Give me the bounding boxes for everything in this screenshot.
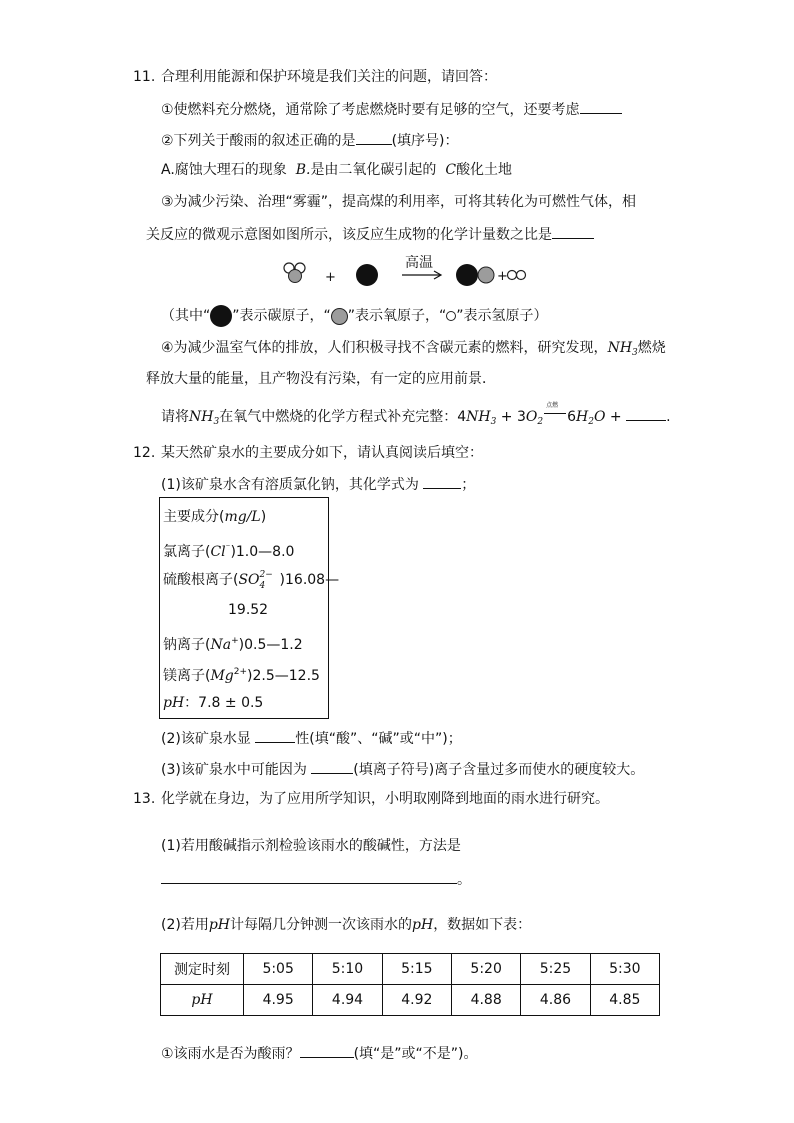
option-c: 酸化土地	[456, 162, 513, 178]
option-c-letter: C	[445, 162, 457, 178]
reaction-diagram	[280, 255, 540, 299]
table-cell: 5:05	[244, 954, 313, 985]
table-header-cell: pH	[161, 985, 244, 1016]
oxygen-atom-icon	[331, 308, 348, 325]
q11-stem: 合理利用能源和保护环境是我们关注的问题，请回答：	[161, 69, 497, 85]
reaction-condition: 高温	[405, 255, 433, 271]
ph-row: pH：7.8 ± 0.5	[163, 695, 264, 711]
q11-part2-hint: (填序号)：	[391, 133, 459, 149]
q13-part1-answer-line	[161, 869, 471, 889]
q12-part1	[161, 474, 475, 494]
equation-end: .	[666, 409, 671, 425]
option-a: A.腐蚀大理石的现象	[161, 162, 287, 178]
answer-blank[interactable]	[300, 1043, 354, 1058]
q11-part2	[161, 130, 459, 150]
q11-part5-prefix: 请将	[161, 409, 189, 425]
table-cell: 5:20	[451, 954, 520, 985]
q12-part2	[161, 728, 462, 748]
q12-part3	[161, 759, 644, 779]
box-title: 主要成分(mg/L)	[163, 509, 267, 525]
q11-number: 11.	[133, 69, 156, 85]
q12-part1-end: ；	[461, 477, 476, 493]
q13-number: 13.	[133, 791, 156, 807]
hydrogen-molecule-icon	[508, 271, 526, 280]
water-molecule-icon	[284, 263, 305, 283]
nh3-subscript: 3	[632, 348, 638, 358]
legend-text-3: ”表示氧原子，“	[347, 308, 447, 324]
nh3-formula: NH	[607, 340, 633, 356]
legend-text-1: （其中“	[161, 308, 211, 324]
table-cell: 5:15	[382, 954, 451, 985]
carbon-atom-icon	[356, 264, 378, 286]
nh3-subscript: 3	[213, 417, 220, 427]
table-cell: 4.86	[521, 985, 590, 1016]
reaction-condition: 点燃	[546, 402, 559, 409]
q11-part1-text: ①使燃料充分燃烧，通常除了考虑燃烧时要有足够的空气，还要考虑	[161, 102, 580, 118]
q13-stem: 化学就在身边，为了应用所学知识，小明取刚降到地面的雨水进行研究。	[161, 791, 609, 807]
q12-part2-text: (2)该矿泉水显	[161, 731, 251, 747]
sulfate-row-cont: 19.52	[228, 602, 269, 618]
q11-options	[161, 161, 512, 179]
q11-part4-end: 燃烧	[637, 340, 666, 356]
q11-part5	[161, 402, 671, 431]
q11-part4-text: ④为减少温室气体的排放，人们积极寻找不含碳元素的燃料，研究发现，	[161, 340, 608, 356]
table-header-cell: 测定时刻	[161, 954, 244, 985]
legend-text-4: ”表示氢原子）	[456, 308, 548, 324]
q13-part3-text: ①该雨水是否为酸雨？	[161, 1046, 300, 1062]
q13-part1-end: 。	[457, 872, 471, 888]
q11-part3-line1: ③为减少污染、治理“雾霾”，提高煤的利用率，可将其转化为可燃性气体，相	[161, 194, 637, 210]
answer-blank[interactable]	[356, 130, 392, 145]
q12-part1-text: (1)该矿泉水含有溶质氯化钠，其化学式为	[161, 477, 419, 493]
table-cell: 4.92	[382, 985, 451, 1016]
q11-part2-text: ②下列关于酸雨的叙述正确的是	[161, 133, 356, 149]
magnesium-row: 镁离子$(Mg^{2+})2.5—12.5$	[163, 667, 320, 684]
q11-part1	[161, 99, 622, 119]
q12-part2-hint: 性(填“酸”、“碱”或“中”)；	[295, 731, 462, 747]
answer-blank[interactable]	[423, 474, 461, 489]
plus-sign: +	[325, 270, 336, 285]
option-b-letter: B.	[295, 162, 311, 178]
mineral-water-composition-box	[159, 497, 340, 719]
q13-part2: (2)若用pH计每隔几分钟测一次该雨水的pH，数据如下表：	[161, 917, 532, 933]
sulfate-row: 硫酸根离子(SO 2− 4 )16.08—	[163, 570, 340, 591]
table-row	[161, 985, 660, 1016]
q12-part3-hint: (填离子符号)离子含量过多而使水的硬度较大。	[353, 762, 645, 778]
table-cell: 4.95	[244, 985, 313, 1016]
q11-part4-line2: 释放大量的能量，且产物没有污染，有一定的应用前景．	[146, 371, 496, 387]
table-cell: 5:25	[521, 954, 590, 985]
sodium-row: 钠离子(Na+)0.5—1.2	[163, 636, 303, 653]
table-cell: 4.85	[590, 985, 659, 1016]
legend-text-2: ”表示碳原子，“	[232, 308, 331, 324]
answer-blank[interactable]	[311, 759, 353, 774]
ph-data-table	[160, 953, 660, 1016]
answer-blank[interactable]	[552, 224, 594, 239]
answer-blank[interactable]	[255, 728, 295, 743]
table-row	[161, 954, 660, 985]
table-cell: 5:10	[313, 954, 382, 985]
table-cell: 4.94	[313, 985, 382, 1016]
q13-part1: (1)若用酸碱指示剂检验该雨水的酸碱性，方法是	[161, 838, 461, 854]
q11-part3-text: 关反应的微观示意图如图所示，该反应生成物的化学计量数之比是	[146, 227, 552, 243]
q13-part3-hint: (填“是”或“不是”)。	[353, 1046, 478, 1062]
table-cell: 5:30	[590, 954, 659, 985]
hydrogen-atom-icon	[446, 311, 456, 321]
co-molecule-icon	[456, 264, 494, 286]
q13-part3	[161, 1043, 478, 1063]
q11-part4-line1	[161, 339, 666, 362]
answer-blank[interactable]	[161, 869, 457, 884]
option-b: 是由二氧化碳引起的	[310, 162, 437, 178]
chloride-row: 氯离子(Cl⁻)1.0—8.0	[163, 543, 295, 560]
q11-part3-line2	[146, 224, 594, 244]
q12-stem: 某天然矿泉水的主要成分如下，请认真阅读后填空：	[161, 445, 483, 461]
q12-number: 12.	[133, 445, 156, 461]
answer-blank[interactable]	[580, 99, 622, 114]
nh3-formula: NH	[189, 409, 214, 425]
equation: $4NH_3 + 3O_2$ 点燃 $6H_2O$ +	[457, 409, 626, 425]
plus-sign: +	[497, 269, 508, 284]
q11-part5-text: 在氧气中燃烧的化学方程式补充完整：	[219, 409, 458, 425]
table-cell: 4.88	[451, 985, 520, 1016]
q12-part3-text: (3)该矿泉水中可能因为	[161, 762, 307, 778]
q11-legend	[161, 305, 548, 327]
answer-blank[interactable]	[626, 406, 666, 421]
equation-arrow	[543, 402, 567, 421]
carbon-atom-icon	[210, 305, 232, 327]
